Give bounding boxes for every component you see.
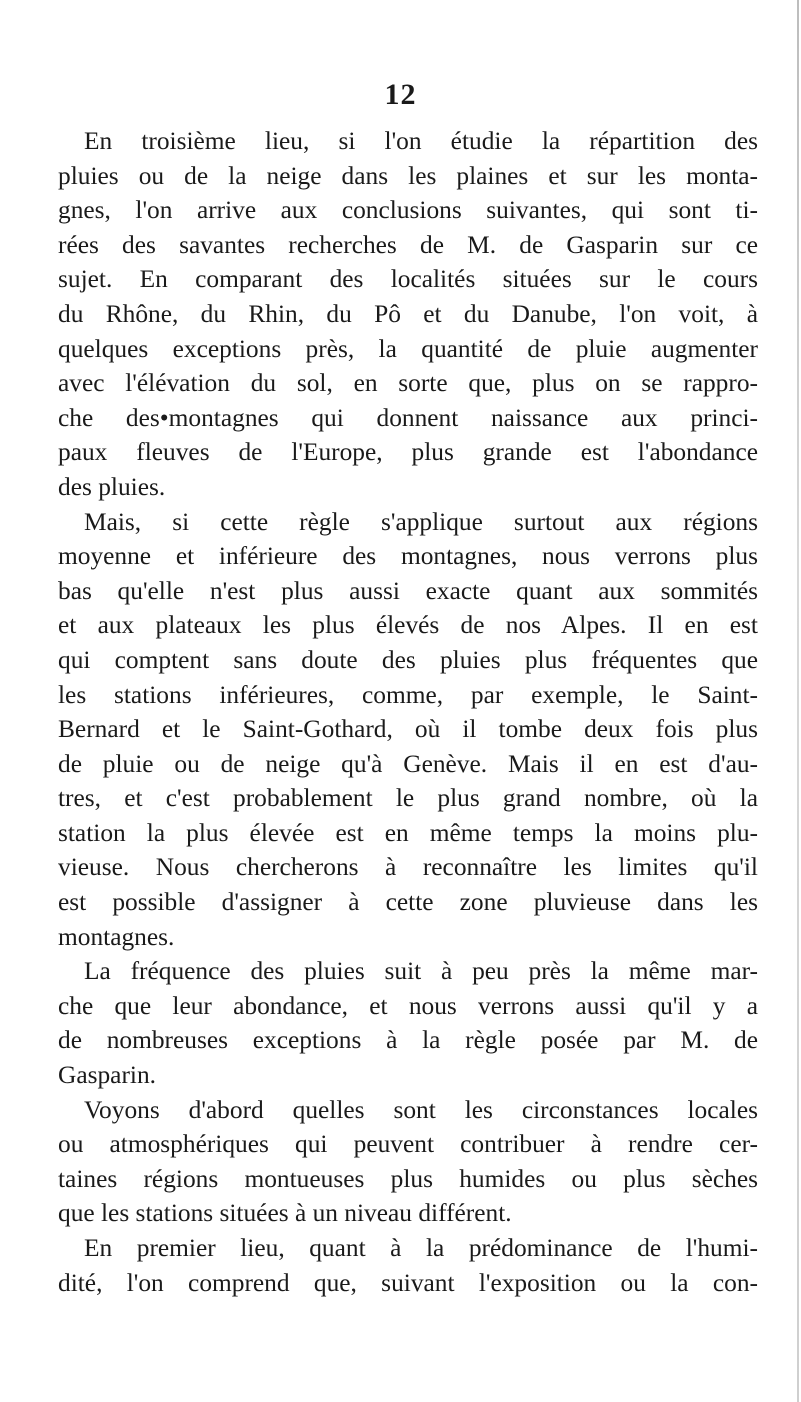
text-line: tres, et c'est probablement le plus grand nombre, où la [58,784,758,813]
text-line: En troisième lieu, si l'on étudie la répartition des [84,127,758,155]
body-text [58,124,758,1300]
text-line: En premier lieu, quant à la prédominance de l'humi- [84,1234,758,1262]
text-line: les stations inférieures, comme, par exemple, le Saint- [58,680,758,709]
text-line: bas qu'elle n'est plus aussi exacte quant aux sommités [58,576,758,605]
page-number: 12 [384,78,417,111]
text-line: est possible d'assigner à cette zone pluvieuse dans les [58,888,758,917]
text-line: quelques exceptions près, la quantité de pluie augmenter [58,334,758,363]
text-line: station la plus élevée est en même temps la moins plu- [58,818,758,847]
text-line: pluies ou de la neige dans les plaines et sur les monta- [58,161,758,190]
text-line: du Rhône, du Rhin, du Pô et du Danube, l'on voit, à [58,299,758,328]
text-line: paux fleuves de l'Europe, plus grande est l'abondance [58,438,758,467]
text-line: vieuse. Nous chercherons à reconnaître les limites qu'il [58,853,758,882]
text-line: gnes, l'on arrive aux conclusions suivantes, qui sont ti- [58,196,758,225]
text-line: Bernard et le Saint-Gothard, où il tombe deux fois plus [58,715,758,744]
text-line: taines régions montueuses plus humides ou plus sèches [58,1164,758,1193]
text-line: que les stations situées à un niveau différent. [58,1199,512,1228]
text-line: montagnes. [58,922,175,951]
text-line: La fréquence des pluies suit à peu près la même mar- [84,957,758,986]
text-line: sujet. En comparant des localités situées sur le cours [58,265,758,294]
text-line: rées des savantes recherches de M. de Gasparin sur ce [58,230,758,259]
text-line: qui comptent sans doute des pluies plus fréquentes que [58,645,758,674]
text-line: moyenne et inférieure des montagnes, nous verrons plus [58,542,758,571]
text-line: che que leur abondance, et nous verrons aussi qu'il y a [58,991,758,1020]
page-edge-shadow [797,0,799,1402]
text-line: de pluie ou de neige qu'à Genève. Mais il en est d'au- [58,749,758,778]
text-line: de nombreuses exceptions à la règle posée par M. de [58,1026,758,1055]
text-line: avec l'élévation du sol, en sorte que, plus on se rappro- [58,369,758,398]
text-line: Mais, si cette règle s'applique surtout aux régions [84,507,758,536]
text-line: et aux plateaux les plus élevés de nos Alpes. Il en est [58,611,758,640]
text-line: des pluies. [58,472,166,501]
text-line: Voyons d'abord quelles sont les circonstances locales [84,1095,758,1124]
text-line: dité, l'on comprend que, suivant l'exposition ou la con- [58,1268,758,1297]
text-line: Gasparin. [58,1061,157,1090]
text-line: ou atmosphériques qui peuvent contribuer à rendre cer- [58,1130,758,1159]
text-line: che des•montagnes qui donnent naissance aux princi- [58,403,758,432]
